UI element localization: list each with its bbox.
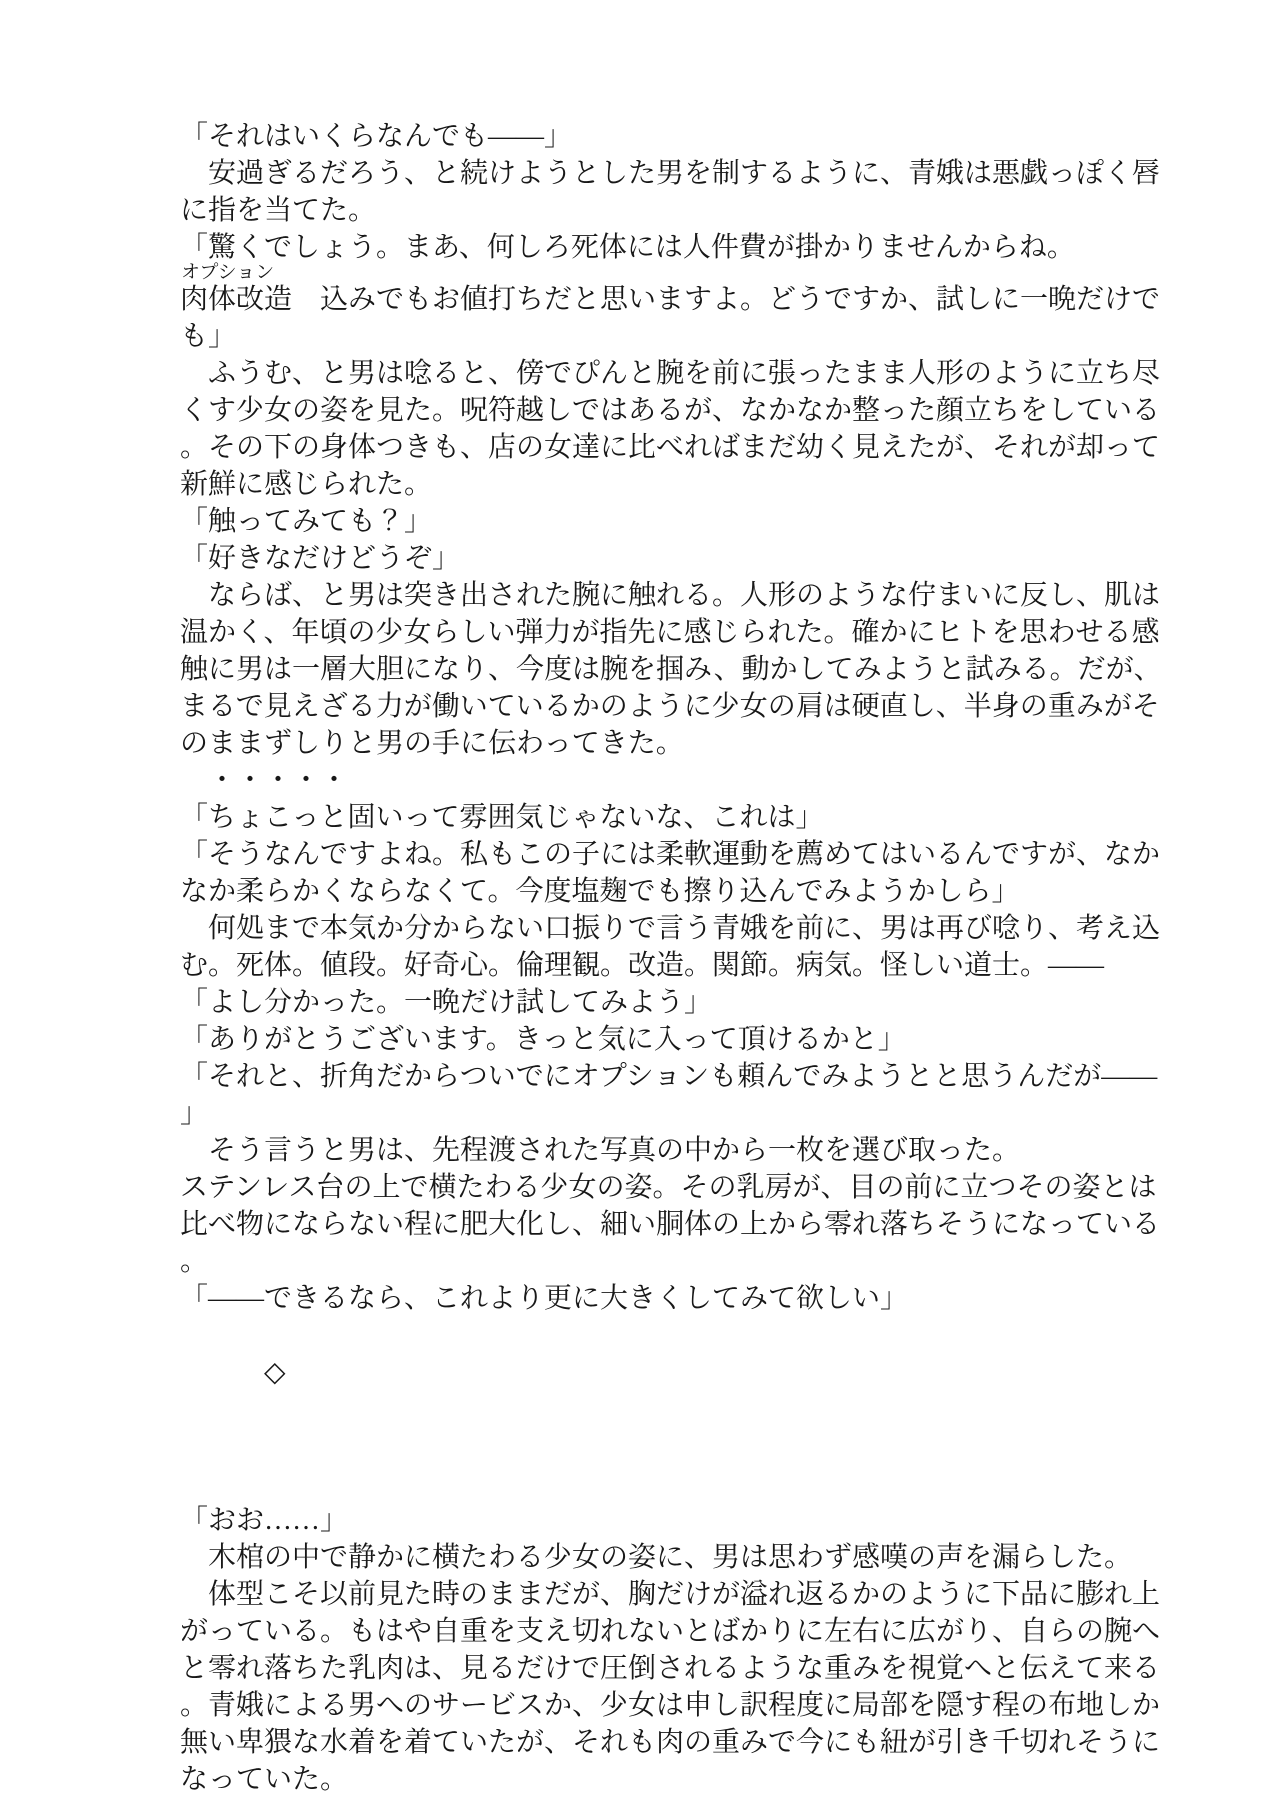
text-line: 木棺の中で静かに横たわる少女の姿に、男は思わず感嘆の声を漏らした。 <box>180 1542 1133 1573</box>
text-line: 。青娥による男へのサービスか、少女は申し訳程度に局部を隠す程の布地しか <box>180 1690 1161 1721</box>
emphasis-dots-line: ・・・・・ <box>180 765 349 796</box>
text-line: 「触ってみても？」 <box>180 506 433 537</box>
text-line: 比べ物にならない程に肥大化し、細い胴体の上から零れ落ちそうになっている <box>180 1209 1161 1240</box>
text-line: 「——できるなら、これより更に大きくしてみて欲しい」 <box>180 1283 909 1314</box>
text-line: 。 <box>180 1246 209 1277</box>
text-line: ステンレス台の上で横たわる少女の姿。その乳房が、目の前に立つその姿とは <box>180 1172 1157 1203</box>
blank-line <box>180 1317 1190 1354</box>
text-line: なか柔らかくならなくて。今度塩麹でも擦り込んでみようかしら」 <box>180 876 1020 907</box>
text-line: ふうむ、と男は唸ると、傍でぴんと腕を前に張ったまま人形のように立ち尽 <box>180 358 1161 389</box>
blank-line <box>180 1465 1190 1502</box>
text-line: 「それはいくらなんでも——」 <box>180 121 573 152</box>
text-line: ならば、と男は突き出された腕に触れる。人形のような佇まいに反し、肌は <box>180 580 1161 611</box>
text-line: 体型こそ以前見た時のままだが、胸だけが溢れ返るかのように下品に膨れ上 <box>180 1579 1161 1610</box>
blank-line <box>180 1391 1190 1428</box>
text-line: 「そうなんですよね。私もこの子には柔軟運動を薦めてはいるんですが、なか <box>180 839 1161 870</box>
text-line: 「好きなだけどうぞ」 <box>180 543 461 574</box>
text-line: そう言うと男は、先程渡された写真の中から一枚を選び取った。 <box>180 1135 1021 1166</box>
ruby-annotation: オプション <box>181 262 275 283</box>
blank-line <box>180 1428 1190 1465</box>
text-line: 。その下の身体つきも、店の女達に比べればまだ幼く見えたが、それが却って <box>180 432 1161 463</box>
text-line: 温かく、年頃の少女らしい弾力が指先に感じられた。確かにヒトを思わせる感 <box>180 617 1160 648</box>
text-line: 触に男は一層大胆になり、今度は腕を掴み、動かしてみようと試みる。だが、 <box>180 654 1162 685</box>
text-line: む。死体。値段。好奇心。倫理観。改造。関節。病気。怪しい道士。—— <box>180 950 1105 981</box>
text-line: なっていた。 <box>180 1764 349 1795</box>
text-block <box>180 118 1190 1798</box>
text-line: 新鮮に感じられた。 <box>180 469 433 500</box>
text-line: に指を当てた。 <box>180 195 377 226</box>
text-line: 「ありがとうございます。きっと気に入って頂けるかと」 <box>180 1024 906 1055</box>
text-line: がっている。もはや自重を支え切れないとばかりに左右に広がり、自らの腕へ <box>180 1616 1161 1647</box>
text-line: 」 <box>180 1098 209 1129</box>
text-line: も」 <box>180 321 237 352</box>
text-line: 「よし分かった。一晩だけ試してみよう」 <box>180 987 713 1018</box>
text-line: 「ちょこっと固いって雰囲気じゃないな、これは」 <box>180 802 824 833</box>
text-line: 「驚くでしょう。まあ、何しろ死体には人件費が掛かりませんからね。 <box>180 232 1075 263</box>
ruby-base: 肉体改造 <box>180 284 293 315</box>
ruby-word <box>180 262 293 318</box>
text-line: くす少女の姿を見た。呪符越しではあるが、なかなか整った顔立ちをしている <box>180 395 1161 426</box>
text-line: のままずしりと男の手に伝わってきた。 <box>180 728 684 759</box>
text-line: 無い卑猥な水着を着ていたが、それも肉の重みで今にも紐が引き千切れそうに <box>180 1727 1161 1758</box>
text-line: と零れ落ちた乳肉は、見るだけで圧倒されるような重みを視覚へと伝えて来る <box>180 1653 1161 1684</box>
text-segment: 込みでもお値打ちだと思いますよ。どうですか、試しに一晩だけで <box>292 284 1161 315</box>
section-divider: ◇ <box>180 1357 286 1388</box>
text-line: まるで見えざる力が働いているかのように少女の肩は硬直し、半身の重みがそ <box>180 691 1160 722</box>
text-line-ruby <box>180 262 1190 318</box>
text-line: 何処まで本気か分からない口振りで言う青娥を前に、男は再び唸り、考え込 <box>180 913 1161 944</box>
text-line: 「それと、折角だからついでにオプションも頼んでみようとと思うんだが—— <box>180 1061 1158 1092</box>
text-line: 「おお……」 <box>180 1505 349 1536</box>
text-line: 安過ぎるだろう、と続けようとした男を制するように、青娥は悪戯っぽく唇 <box>180 158 1161 189</box>
